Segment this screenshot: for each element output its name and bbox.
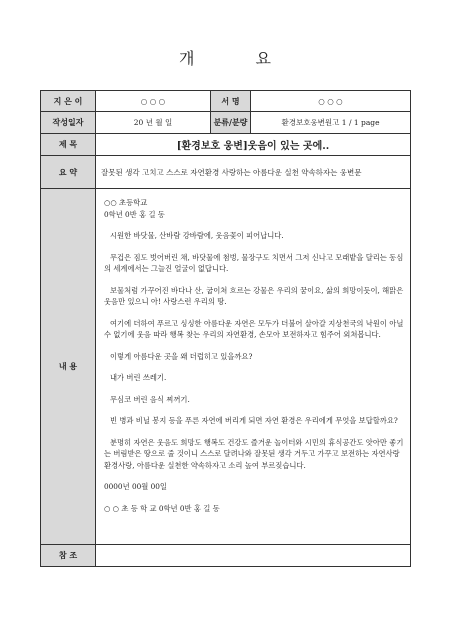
content-paragraph: 시원한 바닷물, 산바람 강바람에, 웃음꽃이 피어납니다. bbox=[110, 231, 284, 240]
content-paragraph: 무심코 버린 음식 찌꺼기. bbox=[110, 394, 190, 404]
document-title: 개 요 bbox=[179, 49, 299, 68]
content-paragraph: 빈 병과 비닐 봉지 등을 푸른 자연에 버리게 되면 자연 환경은 우리에게 무엇을 보답할까요? bbox=[110, 416, 398, 425]
signature-value: ○ ○ ○ bbox=[251, 91, 411, 112]
content-label: 내 용 bbox=[41, 189, 96, 545]
content-paragraph: 무겁은 짐도 벗어버린 채, 바닷물에 첨벙, 물장구도 치면서 그저 신나고 모래밭을 달리는 동심의 세계에서는 그늘진 얼굴이 없답니다. bbox=[104, 252, 404, 273]
content-paragraph: 보물처럼 가꾸어진 바다나 산, 굽이쳐 흐르는 강물은 우리의 꿈이요, 삶의 희망이듯이, 해맑은 웃음만 있으니 아! 사랑스런 우리의 땅. bbox=[104, 285, 404, 306]
content-paragraph: 이렇게 아름다운 곳을 왜 더럽히고 있을까요? bbox=[110, 351, 253, 361]
content-paragraph: 분명히 자연은 웃음도 희망도 행복도 건강도 즐거운 놀이터와 시민의 휴식공간도 앗아만 좋기는 버림받은 땅으로 줄 것이니 스스로 달려나와 잘못된 생각 거두고 가꾸고 보전하는 자연사랑 환경사랑, 아름다운 실천한 약속하자고 소리 높여 부르짖습니다. bbox=[104, 437, 404, 470]
signature-label: 서 명 bbox=[211, 91, 251, 112]
author-value: ○ ○ ○ bbox=[96, 91, 211, 112]
content-school: ○○ 초등학교 bbox=[104, 198, 148, 207]
summary-label: 요 약 bbox=[41, 156, 96, 189]
date-label: 작성일자 bbox=[41, 112, 96, 134]
category-value: 환경보호웅변원고 1 / 1 page bbox=[251, 112, 411, 134]
author-label: 지 은 이 bbox=[41, 91, 96, 112]
subject-value: [환경보호 웅변]웃음이 있는 곳에.. bbox=[96, 134, 411, 156]
content-date: 0000년 00월 00일 bbox=[104, 482, 167, 491]
summary-value: 잘못된 생각 고치고 스스로 자연환경 사랑하는 아름다운 실천 약속하자는 웅변문 bbox=[96, 156, 411, 189]
content-body bbox=[96, 189, 411, 545]
category-label: 분류/분량 bbox=[211, 112, 251, 134]
summary-table bbox=[40, 90, 411, 567]
reference-label: 참 조 bbox=[41, 545, 96, 567]
content-paragraph: 여기에 더하여 푸르고 싱싱한 아름다운 자연은 모두가 더불어 살아갈 지상천국의 낙원이 아닐 수 없기에 웃음 따라 행복 찾는 우리의 자연환경, 손모아 보전하자고 힘주어 외쳐봅니다. bbox=[104, 318, 404, 339]
content-closing: ○ ○ 초 등 학 교 0학년 0반 홍 길 동 bbox=[104, 503, 220, 513]
subject-label: 제 목 bbox=[41, 134, 96, 156]
reference-value bbox=[96, 545, 411, 567]
content-paragraph: 내가 버린 쓰레기. bbox=[110, 373, 167, 382]
content-student: 0학년 0반 홍 길 동 bbox=[104, 209, 165, 219]
date-value: 20 년 월 일 bbox=[96, 112, 211, 134]
